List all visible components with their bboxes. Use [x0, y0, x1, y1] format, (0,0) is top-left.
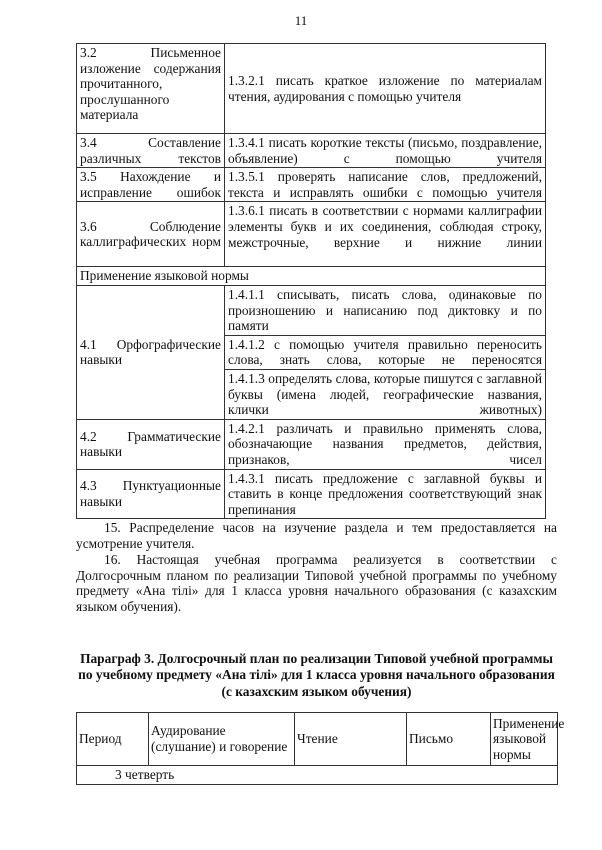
table-row [77, 134, 546, 168]
paragraph-16: 16. Настоящая учебная программа реализуется в соответствии с Долгосрочным планом по реализации Типовой учебной программы по учебному предмету «Ана тілі» для 1 класса уровня начального образования (с казахским языком обучения). [76, 552, 557, 614]
header-period: Период [77, 713, 149, 766]
table-row [77, 267, 546, 286]
objective-cell: 1.4.1.1 списывать, писать слова, одинаковые по произношению и написанию под диктовку и по памяти [225, 285, 546, 335]
objective-cell: 1.4.3.1 писать предложение с заглавной буквы и ставить в конце предложения соответствующий знак препинания [225, 469, 546, 519]
table-header-row [77, 713, 558, 766]
objective-cell: 1.3.2.1 писать краткое изложение по материалам чтения, аудирования с помощью учителя [225, 44, 546, 134]
table-row [77, 419, 546, 469]
table-row [77, 285, 546, 335]
section-heading: Параграф 3. Долгосрочный план по реализации Типовой учебной программы по учебному предмету «Ана тілі» для 1 класса уровня начального образования (с казахским языком обучения) [78, 651, 555, 699]
objective-cell: 1.3.5.1 проверять написание слов, предложений, текста и исправлять ошибки с помощью учителя [225, 168, 546, 202]
objective-cell: 1.3.6.1 писать в соответствии с нормами каллиграфии элементы букв и их соединения, соблюдая строку, межстрочные, верхние и нижние линии [225, 202, 546, 267]
objective-cell: 1.4.1.2 с помощью учителя правильно переносить слова, знать слова, которые не переносятся [225, 335, 546, 369]
header-language-norms: Применение языковой нормы [491, 713, 558, 766]
page-number: 11 [294, 13, 308, 28]
section-cell: 4.3 Пунктуационные навыки [77, 469, 225, 519]
objective-cell: 1.4.1.3 определять слова, которые пишутся с заглавной буквы (имена людей, географические названия, клички животных) [225, 369, 546, 419]
table-row [77, 469, 546, 519]
header-writing: Письмо [407, 713, 491, 766]
paragraph-15: 15. Распределение часов на изучение раздела и тем предоставляется на усмотрение учителя. [76, 520, 557, 551]
section-cell: 4.1 Орфографические навыки [77, 285, 225, 419]
table-row [77, 202, 546, 267]
long-term-plan-table [76, 712, 565, 785]
section-cell: 4.2 Грамматические навыки [77, 419, 225, 469]
section-cell: 3.2 Письменное изложение содержания прочитанного, прослушанного материала [77, 44, 225, 134]
header-listening-speaking: Аудирование (слушание) и говорение [149, 713, 295, 766]
section-cell: 3.5 Нахождение и исправление ошибок [77, 168, 225, 202]
table-row [77, 766, 558, 785]
header-reading: Чтение [295, 713, 407, 766]
section-cell: 3.4 Составление различных текстов [77, 134, 225, 168]
table-row [77, 168, 546, 202]
objective-cell: 1.3.4.1 писать короткие тексты (письмо, поздравление, объявление) с помощью учителя [225, 134, 546, 168]
objective-cell: 1.4.2.1 различать и правильно применять слова, обозначающие названия предметов, действия, признаков, чисел [225, 419, 546, 469]
section-cell: 3.6 Соблюдение каллиграфических норм [77, 202, 225, 267]
table-row [77, 44, 546, 134]
learning-objectives-table [76, 43, 546, 519]
quarter-cell: 3 четверть [77, 766, 558, 785]
group-heading-cell: Применение языковой нормы [77, 267, 546, 286]
